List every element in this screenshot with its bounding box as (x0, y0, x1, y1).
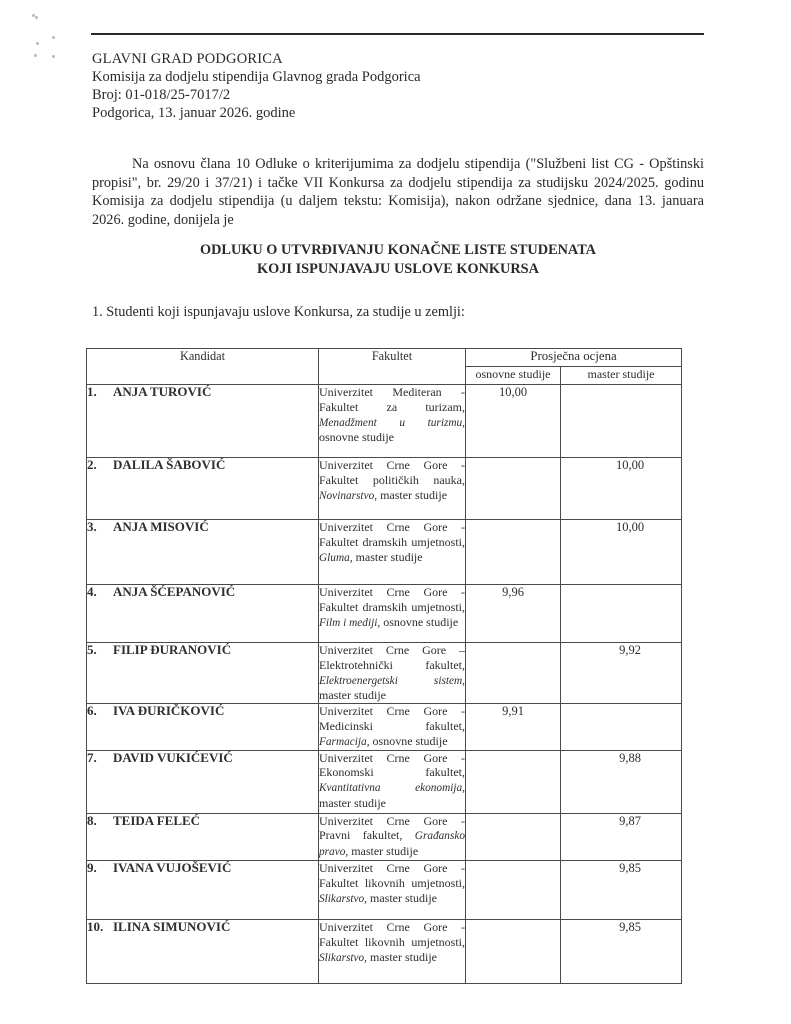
title-line-1: ODLUKU O UTVRĐIVANJU KONAČNE LISTE STUDENATA (199, 242, 596, 258)
faculty-name: Univerzitet Mediteran - Fakultet za turizam, (319, 385, 465, 414)
candidate-name: DAVID VUKIĆEVIĆ (113, 749, 233, 765)
master-grade: 10,00 (561, 458, 682, 520)
master-grade: 9,88 (561, 750, 682, 813)
study-level: osnovne studije (383, 614, 459, 629)
header-candidate: Kandidat (87, 349, 319, 385)
study-level: master studije (351, 844, 419, 859)
bachelor-grade (466, 458, 561, 520)
study-level: osnovne studije (372, 733, 448, 748)
study-program: Kvantitativna ekonomija, (319, 782, 465, 795)
bachelor-grade (466, 813, 561, 860)
row-number: 5. (87, 642, 97, 657)
reference-number: Broj: 01-018/25-7017/2 (92, 87, 231, 103)
candidate-cell (87, 813, 319, 860)
faculty-name: Univerzitet Crne Gore - Ekonomski fakultet, (319, 750, 465, 780)
study-level: master studije (319, 795, 386, 810)
table-row (87, 458, 682, 520)
candidate-cell (87, 520, 319, 585)
master-grade: 9,92 (561, 643, 682, 704)
place-date: Podgorica, 13. januar 2026. godine (92, 105, 296, 121)
faculty-cell (319, 919, 466, 983)
row-number: 9. (87, 859, 97, 875)
study-program: Menadžment u turizmu, (319, 416, 465, 429)
table-row (87, 643, 682, 704)
study-program: Elektroenergetski sistem, (319, 674, 465, 687)
faculty-cell (319, 860, 466, 919)
faculty-name: Univerzitet Crne Gore - Fakultet političkih nauka, (319, 458, 465, 487)
table-row (87, 520, 682, 585)
row-number: 7. (87, 749, 97, 765)
study-level: master studije (370, 890, 437, 905)
row-number: 10. (87, 918, 104, 934)
faculty-name: Univerzitet Crne Gore - Fakultet likovnih umjetnosti, (319, 860, 465, 890)
study-level: master studije (319, 688, 386, 703)
master-grade: 9,85 (561, 919, 682, 983)
faculty-cell (319, 520, 466, 585)
faculty-name: Univerzitet Crne Gore – Elektrotehnički fakultet, (319, 643, 465, 672)
row-number: 1. (87, 384, 97, 399)
master-grade (561, 704, 682, 750)
candidate-name: FILIP ĐURANOVIĆ (113, 642, 232, 657)
candidate-name: ANJA TUROVIĆ (113, 384, 212, 399)
candidate-name: IVANA VUJOŠEVIĆ (113, 859, 232, 875)
decision-title (92, 241, 704, 278)
row-number: 8. (87, 812, 97, 828)
section-heading: 1. Studenti koji ispunjavaju uslove Konkursa, za studije u zemlji: (92, 304, 465, 320)
scan-artifact-marks (30, 12, 60, 57)
faculty-name: Univerzitet Crne Gore - Fakultet dramskih umjetnosti, (319, 520, 465, 549)
faculty-cell (319, 385, 466, 458)
candidate-cell (87, 750, 319, 813)
candidate-cell (87, 919, 319, 983)
bachelor-grade: 10,00 (466, 385, 561, 458)
candidate-name: DALILA ŠABOVIĆ (113, 457, 226, 472)
study-level: master studije (370, 949, 437, 964)
faculty-name: Univerzitet Crne Gore - Fakultet likovnih umjetnosti, (319, 919, 465, 949)
master-grade: 9,85 (561, 860, 682, 919)
intro-paragraph: Na osnovu člana 10 Odluke o kriterijumima za dodjelu stipendija ("Službeni list CG - Opštinski propisi", br. 29/20 i 37/21) i tačke VII Konkursa za dodjelu stipendija za studijsku 2024/2025. godinu Komisija za dodjelu stipendija (u daljem tekstu: Komisija), nakon održane sjednice, dana 13. januara 2026. godine, donijela je (92, 156, 704, 228)
candidate-name: ANJA MISOVIĆ (113, 519, 209, 534)
table-row (87, 704, 682, 750)
table-row (87, 385, 682, 458)
table-row (87, 919, 682, 983)
bachelor-grade: 9,91 (466, 704, 561, 750)
master-grade (561, 385, 682, 458)
candidate-cell (87, 643, 319, 704)
table-row (87, 813, 682, 860)
header-rule (91, 33, 704, 35)
row-number: 2. (87, 457, 97, 472)
bachelor-grade (466, 643, 561, 704)
header-faculty: Fakultet (319, 349, 466, 385)
organization-name: GLAVNI GRAD PODGORICA (92, 51, 283, 67)
master-grade: 9,87 (561, 813, 682, 860)
bachelor-grade (466, 860, 561, 919)
table-row (87, 585, 682, 643)
study-level: osnovne studije (319, 430, 394, 445)
faculty-cell (319, 643, 466, 704)
faculty-name: Univerzitet Crne Gore - Medicinski fakultet, (319, 704, 465, 733)
candidate-cell (87, 585, 319, 643)
title-line-2: KOJI ISPUNJAVAJU USLOVE KONKURSA (257, 260, 539, 277)
study-level: master studije (355, 549, 423, 564)
bachelor-grade (466, 520, 561, 585)
table-row (87, 750, 682, 813)
study-level: master studije (380, 487, 448, 502)
table-row (87, 860, 682, 919)
bachelor-grade (466, 750, 561, 813)
study-program: Slikarstvo, (319, 951, 368, 964)
row-number: 6. (87, 703, 97, 719)
commission-name: Komisija za dodjelu stipendija Glavnog grada Podgorica (92, 69, 421, 85)
study-program: Slikarstvo, (319, 892, 368, 905)
candidate-cell (87, 860, 319, 919)
master-grade: 10,00 (561, 520, 682, 585)
master-grade (561, 585, 682, 643)
candidate-name: ILINA SIMUNOVIĆ (113, 918, 231, 934)
row-number: 3. (87, 519, 97, 534)
faculty-name: Univerzitet Crne Gore - Pravni fakultet, (319, 813, 465, 843)
faculty-cell (319, 750, 466, 813)
candidate-name: IVA ĐURIČKOVIĆ (113, 703, 225, 719)
study-program: Građansko pravo, (319, 830, 466, 859)
study-program: Film i mediji, (319, 616, 381, 629)
candidate-cell (87, 458, 319, 520)
students-table (86, 348, 682, 984)
header-average-grade: Prosječna ocjena (466, 349, 682, 367)
faculty-name: Univerzitet Crne Gore - Fakultet dramskih umjetnosti, (319, 585, 465, 614)
candidate-name: TEIDA FELEĆ (113, 812, 201, 828)
candidate-name: ANJA ŠĆEPANOVIĆ (113, 584, 236, 599)
header-master: master studije (561, 367, 682, 385)
candidate-cell (87, 704, 319, 750)
study-program: Farmacija, (319, 735, 370, 748)
document-header (92, 50, 421, 122)
row-number: 4. (87, 584, 97, 599)
header-bachelor: osnovne studije (466, 367, 561, 385)
faculty-cell (319, 813, 466, 860)
bachelor-grade (466, 919, 561, 983)
faculty-cell (319, 458, 466, 520)
study-program: Novinarstvo, (319, 489, 378, 502)
faculty-cell (319, 585, 466, 643)
faculty-cell (319, 704, 466, 750)
candidate-cell (87, 385, 319, 458)
study-program: Gluma, (319, 551, 353, 564)
bachelor-grade: 9,96 (466, 585, 561, 643)
